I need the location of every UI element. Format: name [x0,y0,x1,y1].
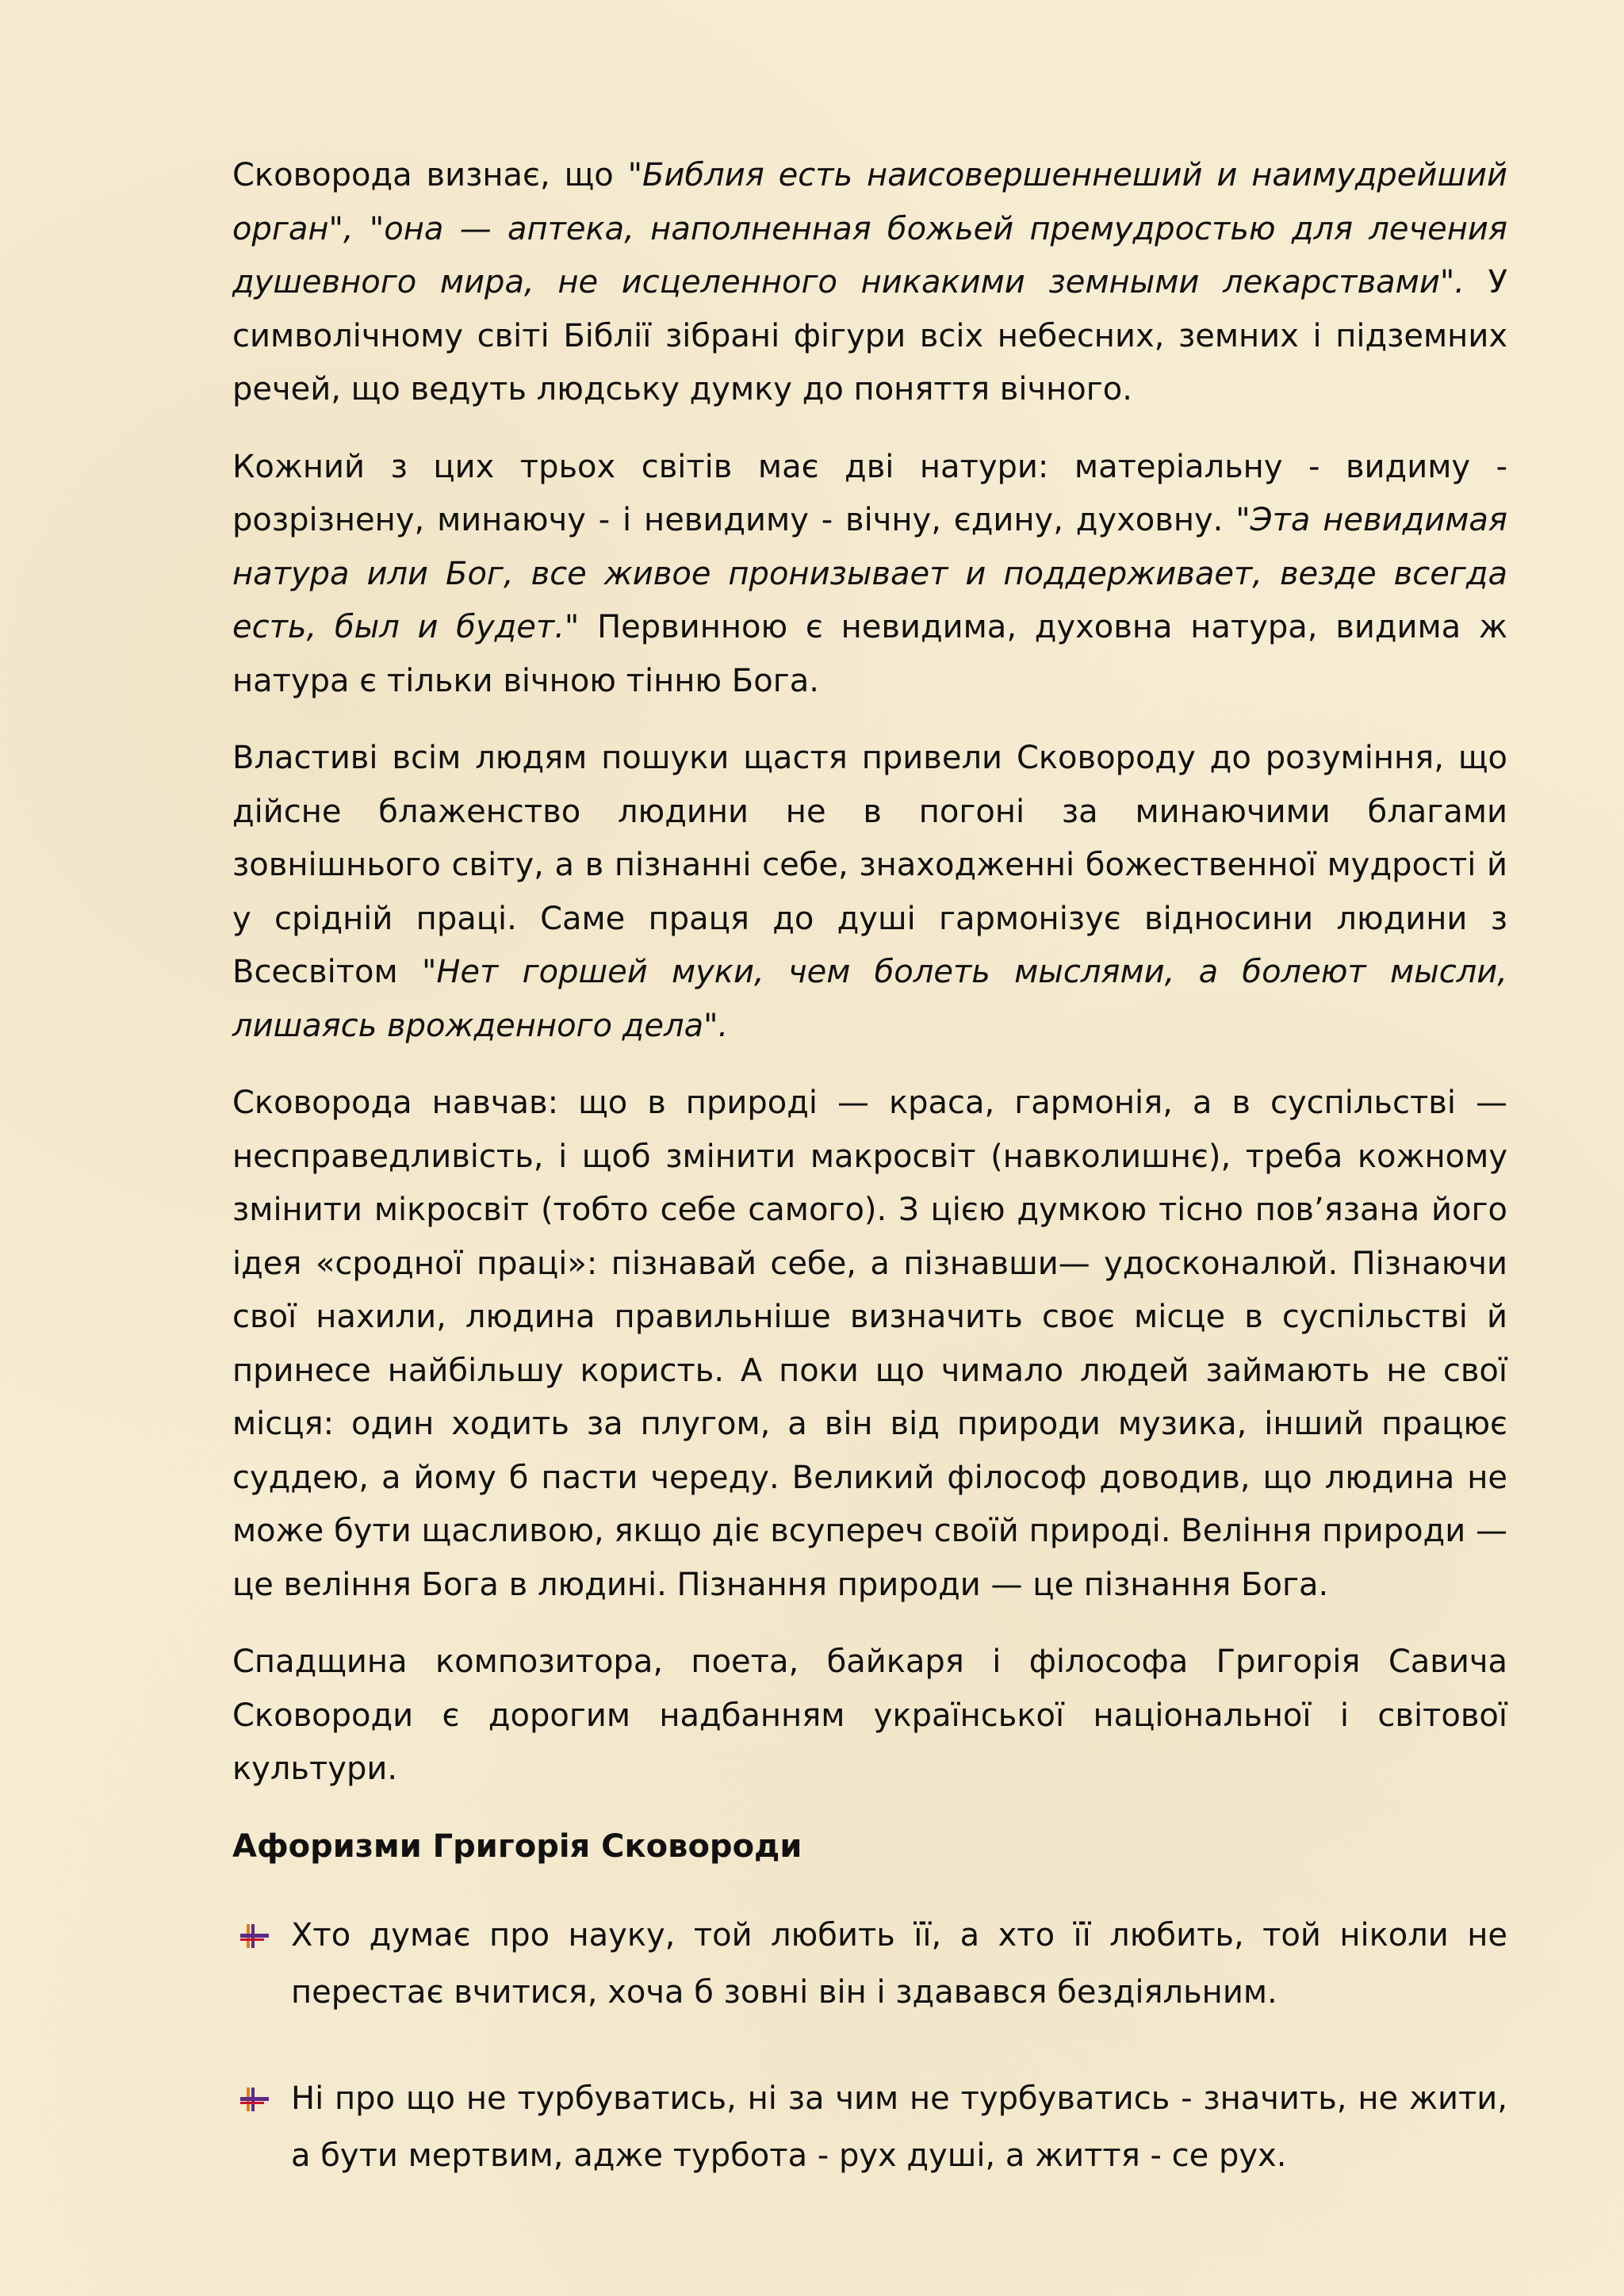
body-paragraph [232,441,1507,709]
text-run: Спадщина композитора, поета, байкаря і філософа Григорія Савича Сковороди є дорогим надбанням української національної і світової культури. [232,1644,1507,1787]
quote-text: "Нет горшей муки, чем болеть мыслями, а болеют мысли, лишаясь врожденного дела". [232,954,1507,1044]
text-run: Первинною є невидима, духовна натура, видима ж натура є тільки вічною тінню Бога. [232,609,1507,699]
text-run: Сковорода визнає, що [232,157,628,193]
document-page [232,149,1507,2233]
aphorism-item [232,1907,1507,2021]
aphorism-list [232,1907,1507,2184]
text-run: Сковорода навчав: що в природі — краса, гармонія, а в суспільстві — несправедливість, і щоб змінити макросвіт (навколишнє), треба кожному змінити мікросвіт (тобто себе самого). З цією думкою тісно пов’язана його ідея «сродної праці»: пізнавай себе, а пізнавши— удосконалюй. Пізнаючи свої нахили, людина правильніше визначить своє місце в суспільстві й принесе найбільшу користь. А поки що чимало людей займають не свої місця: один ходить за плугом, а він від природи музика, інший працює суддею, а йому б пасти череду. Великий філософ доводив, що людина не може бути щасливою, якщо діє всупереч своїй природі. Веління природи — це веління Бога в людині. Пізнання природи — це пізнання Бога. [232,1085,1507,1603]
text-run: Властиві всім людям пошуки щастя привели Сковороду до розуміння, що дійсне блаженство людини не в погоні за минаючими благами зовнішнього світу, а в пізнанні себе, знаходженні божественної мудрості й у срідній праці. Саме праця до душі гармонізує відносини людини з Всесвітом [232,740,1507,990]
body-paragraph [232,732,1507,1053]
text-run: У символічному світі Біблії зібрані фігури всіх небесних, земних і підземних речей, що ведуть людську думку до поняття вічного. [232,264,1507,408]
quote-text: "Библия есть наисовершеннеший и наимудрейший орган", "она — аптека, наполненная божьей премудростью для лечения душевного мира, не исцеленного никакими земными лекарствами". [232,157,1508,300]
body-paragraph [232,1077,1507,1612]
aphorism-text: Ні про що не турбуватись, ні за чим не турбуватись - значить, не жити, а бути мертвим, адже турбота - рух душі, а життя - се рух. [291,2080,1507,2174]
body-paragraph [232,1636,1507,1797]
section-heading: Афоризми Григорія Сковороди [232,1827,802,1865]
aphorism-text: Хто думає про науку, той любить її, а хто її любить, той ніколи не перестає вчитися, хоча б зовні він і здавався бездіяльним. [291,1917,1507,2011]
body-paragraph [232,149,1507,417]
aphorism-item [232,2070,1507,2184]
text-run: Кожний з цих трьох світів має дві натури: матеріальну - видиму - розрізнену, минаючу - і невидиму - вічну, єдину, духовну. [232,448,1507,538]
quote-text: "Эта невидимая натура или Бог, все живое пронизывает и поддерживает, везде всегда есть, был и будет." [232,502,1507,645]
